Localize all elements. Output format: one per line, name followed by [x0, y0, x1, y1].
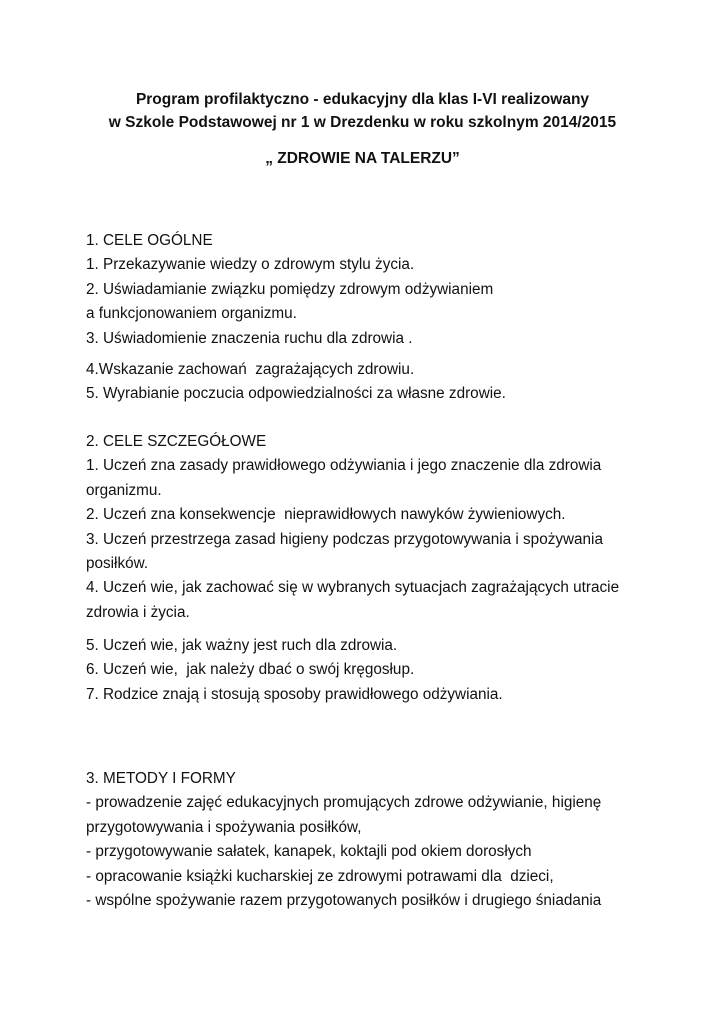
document-subtitle: „ ZDROWIE NA TALERZU” [265, 150, 460, 167]
title-line-1: Program profilaktyczno - edukacyjny dla klas I-VI realizowany [135, 91, 590, 108]
list-item: 6. Uczeń wie, jak należy dbać o swój kręgosłup. [86, 661, 415, 679]
title-line-2: w Szkole Podstawowej nr 1 w Drezdenku w roku szkolnym 2014/2015 [108, 114, 617, 131]
section-heading: 1. CELE OGÓLNE [86, 232, 213, 249]
section-heading: 2. CELE SZCZEGÓŁOWE [86, 433, 267, 450]
list-item: a funkcjonowaniem organizmu. [86, 305, 297, 323]
list-item: 1. Przekazywanie wiedzy o zdrowym stylu życia. [86, 256, 415, 274]
list-item: 5. Uczeń wie, jak ważny jest ruch dla zdrowia. [86, 637, 398, 654]
section-general-goals-continued [86, 358, 686, 407]
list-item: - wspólne spożywanie razem przygotowanych posiłków i drugiego śniadania [86, 892, 602, 910]
list-item: - opracowanie książki kucharskiej ze zdrowymi potrawami dla dzieci, [86, 867, 554, 885]
list-item: organizmu. [86, 481, 162, 499]
list-item: 4.Wskazanie zachowań zagrażających zdrowiu. [86, 361, 415, 378]
list-item: przygotowywania i spożywania posiłków, [86, 818, 362, 836]
document-title-block [0, 88, 725, 170]
list-item: 5. Wyrabianie poczucia odpowiedzialności za własne zdrowie. [86, 385, 506, 403]
list-item: 2. Uczeń zna konsekwencje nieprawidłowych nawyków żywieniowych. [86, 506, 566, 524]
section-methods-and-forms [86, 767, 686, 913]
list-item: 4. Uczeń wie, jak zachować się w wybranych sytuacjach zagrażających utracie [86, 579, 620, 597]
section-heading: 3. METODY I FORMY [86, 770, 236, 787]
section-detailed-goals [86, 430, 686, 625]
list-item: 1. Uczeń zna zasady prawidłowego odżywiania i jego znaczenie dla zdrowia [86, 457, 602, 475]
list-item: zdrowia i życia. [86, 603, 190, 621]
list-item: 3. Uświadomienie znaczenia ruchu dla zdrowia . [86, 329, 413, 347]
list-item: 2. Uświadamianie związku pomiędzy zdrowym odżywianiem [86, 280, 494, 298]
section-general-goals [86, 229, 686, 351]
list-item: posiłków. [86, 555, 149, 573]
list-item: - prowadzenie zajęć edukacyjnych promujących zdrowe odżywianie, higienę [86, 794, 602, 812]
section-detailed-goals-continued [86, 634, 686, 707]
list-item: - przygotowywanie sałatek, kanapek, koktajli pod okiem dorosłych [86, 843, 532, 861]
list-item: 3. Uczeń przestrzega zasad higieny podczas przygotowywania i spożywania [86, 530, 603, 548]
list-item: 7. Rodzice znają i stosują sposoby prawidłowego odżywiania. [86, 685, 503, 703]
